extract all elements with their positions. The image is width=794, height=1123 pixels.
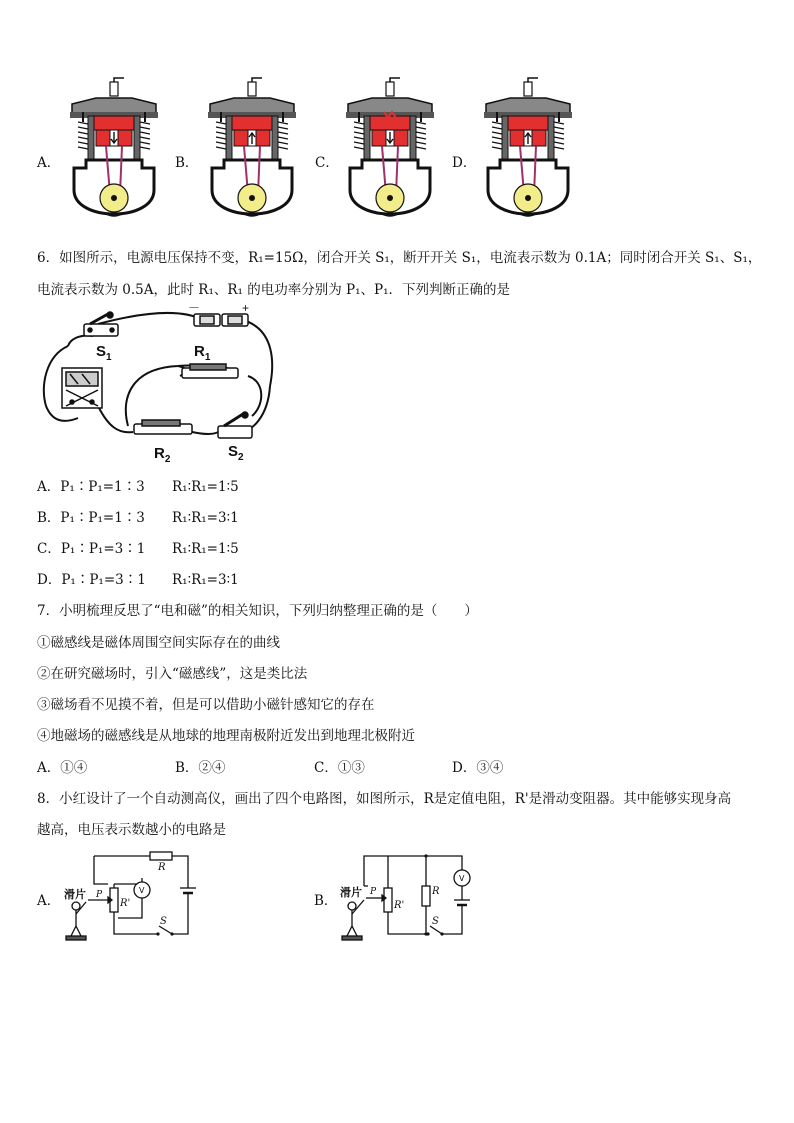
question-7-item-3: ③磁场看不见摸不着，但是可以借助小磁针感知它的存在 bbox=[37, 697, 375, 713]
label-s1-sub: 1 bbox=[106, 352, 112, 363]
question-6-option-a-resistance: R₁∶R₁=1∶5 bbox=[172, 479, 239, 495]
engine-diagram-a bbox=[66, 82, 162, 230]
label-battery-plus: + bbox=[242, 301, 250, 315]
battery bbox=[194, 314, 248, 326]
circuit-b-slider-label: 滑片 bbox=[340, 886, 362, 899]
question-6-option-c-resistance: R₁∶R₁=1∶5 bbox=[172, 541, 239, 557]
question-8-circuit-a bbox=[62, 848, 202, 944]
question-6-option-d-power: D．P₁∶P₁=3∶1 bbox=[37, 572, 146, 588]
engine-diagram-c bbox=[342, 82, 438, 230]
question-6-option-c-power: C．P₁∶P₁=3∶1 bbox=[37, 541, 146, 557]
switch-s2 bbox=[218, 412, 252, 438]
engine-option-c-letter: C． bbox=[315, 155, 339, 171]
engine-option-d-letter: D． bbox=[452, 155, 477, 171]
question-8-option-b-letter: B． bbox=[314, 893, 338, 909]
svg-text:S1 bbox=[96, 343, 112, 363]
resistor-r2 bbox=[134, 420, 192, 434]
circuit-b-p-label: P bbox=[370, 887, 377, 897]
question-7-item-1: ①磁感线是磁体周围空间实际存在的曲线 bbox=[37, 635, 280, 651]
circuit-a-s-label: S bbox=[160, 916, 167, 927]
svg-text:R2 bbox=[154, 445, 171, 465]
resistor-r1 bbox=[182, 364, 238, 378]
circuit-a-r-label: R bbox=[158, 862, 166, 873]
question-7-option-b: B．②④ bbox=[175, 760, 226, 776]
question-7-item-4: ④地磁场的磁感线是从地球的地理南极附近发出到地理北极附近 bbox=[37, 728, 415, 744]
question-8-circuit-b bbox=[338, 850, 478, 944]
circuit-b-voltmeter-label: V bbox=[459, 874, 465, 883]
question-8-stem-line-1: 8．小红设计了一个自动测高仪，画出了四个电路图，如图所示，R是定值电阻，R'是滑动变阻器。其中能够实现身高 bbox=[37, 791, 732, 807]
engine-diagram-b bbox=[204, 82, 300, 230]
question-7-option-d: D．③④ bbox=[452, 760, 504, 776]
label-s1: S bbox=[96, 343, 107, 360]
circuit-b-s-label: S bbox=[432, 916, 439, 927]
label-r2: R bbox=[154, 445, 165, 462]
label-r2-sub: 2 bbox=[164, 454, 171, 465]
question-6-option-b-power: B．P₁∶P₁=1∶3 bbox=[37, 510, 145, 526]
circuit-b-rprime-label: R' bbox=[394, 900, 405, 911]
label-battery-minus: － bbox=[188, 301, 201, 315]
question-7-item-2: ②在研究磁场时，引入“磁感线”，这是类比法 bbox=[37, 666, 308, 682]
question-8-option-a-letter: A． bbox=[37, 893, 61, 909]
circuit-a-p-label: P bbox=[96, 890, 103, 900]
label-r1-sub: 1 bbox=[204, 352, 211, 363]
ammeter bbox=[62, 368, 102, 408]
label-r1: R bbox=[194, 343, 205, 360]
svg-text:S2 bbox=[228, 443, 244, 463]
circuit-a-slider-label: 滑片 bbox=[64, 888, 86, 901]
question-6-stem-line-2: 电流表示数为 0.5A，此时 R₁、R₁ 的电功率分别为 P₁、P₁．下列判断正确的是 bbox=[37, 282, 511, 298]
question-6-option-d-resistance: R₁∶R₁=3∶1 bbox=[172, 572, 239, 588]
switch-s1 bbox=[84, 312, 118, 336]
question-8-stem-line-2: 越高，电压表示数越小的电路是 bbox=[37, 822, 226, 838]
engine-diagram-d bbox=[480, 82, 576, 230]
circuit-b-r-label: R bbox=[432, 886, 440, 897]
engine-option-b-letter: B． bbox=[175, 155, 199, 171]
question-6-circuit-figure bbox=[38, 301, 278, 470]
question-6-option-a-power: A．P₁∶P₁=1∶3 bbox=[37, 479, 145, 495]
label-s2-sub: 2 bbox=[238, 452, 244, 463]
question-6-option-b-resistance: R₁∶R₁=3∶1 bbox=[172, 510, 239, 526]
question-7-option-c: C．①③ bbox=[314, 760, 365, 776]
question-7-stem: 7．小明梳理反思了“电和磁”的相关知识，下列归纳整理正确的是（ ） bbox=[37, 603, 478, 619]
question-7-option-a: A．①④ bbox=[37, 760, 88, 776]
circuit-a-voltmeter-label: V bbox=[139, 886, 145, 895]
question-6-stem-line-1: 6．如图所示，电源电压保持不变，R₁=15Ω，闭合开关 S₁，断开开关 S₁，电流表示数为 0.1A；同时闭合开关 S₁、S₁， bbox=[37, 250, 762, 266]
svg-text:R1 bbox=[194, 343, 211, 363]
circuit-a-rprime-label: R' bbox=[120, 898, 131, 909]
label-s2: S bbox=[228, 443, 239, 460]
engine-option-a-letter: A． bbox=[37, 155, 61, 171]
